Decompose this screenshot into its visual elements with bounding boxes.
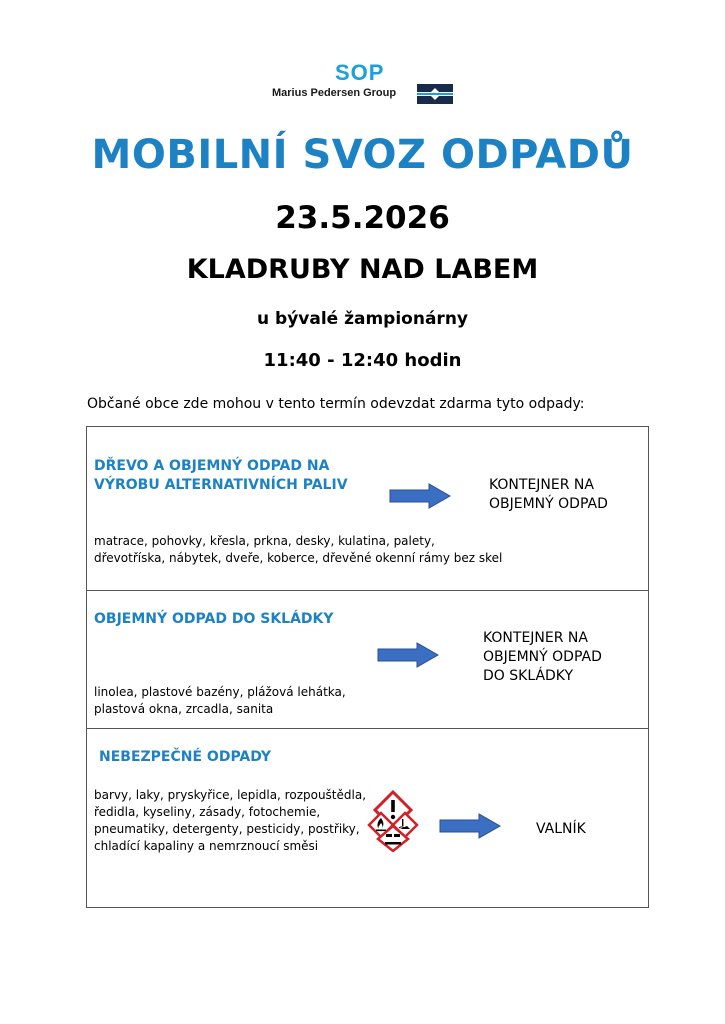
section-title: DŘEVO A OBJEMNÝ ODPAD NA VÝROBU ALTERNATIVNÍCH PALIV: [94, 458, 348, 493]
waste-section-wood: [86, 426, 649, 591]
section-destination: VALNÍK: [536, 821, 586, 837]
right-arrow-icon: [439, 813, 501, 839]
section-items: matrace, pohovky, křesla, prkna, desky, kulatina, palety, dřevotříska, nábytek, dveře, koberce, dřevěné okenní rámy bez skel: [94, 534, 503, 565]
collection-location: u bývalé žampionárny: [257, 309, 468, 329]
section-title: OBJEMNÝ ODPAD DO SKLÁDKY: [94, 611, 334, 627]
logo-brand: SOP: [335, 60, 385, 85]
section-items: linolea, plastové bazény, plážová lehátka, plastová okna, zrcadla, sanita: [94, 685, 346, 716]
section-destination: KONTEJNER NA OBJEMNÝ ODPAD DO SKLÁDKY: [483, 630, 602, 684]
waste-section-landfill: [86, 589, 649, 729]
right-arrow-icon: [377, 642, 439, 668]
intro-text: Občané obce zde mohou v tento termín odevzdat zdarma tyto odpady:: [87, 396, 585, 412]
collection-time: 11:40 - 12:40 hodin: [263, 350, 462, 371]
ghs-hazard-pictograms-icon: [367, 790, 419, 852]
section-destination: KONTEJNER NA OBJEMNÝ ODPAD: [489, 477, 608, 512]
collection-place: KLADRUBY NAD LABEM: [186, 254, 539, 285]
collection-date: 23.5.2026: [275, 200, 450, 236]
waste-section-hazardous: [86, 728, 649, 908]
section-items: barvy, laky, pryskyřice, lepidla, rozpouštědla, ředidla, kyseliny, zásady, fotochemie, pneumatiky, detergenty, pesticidy, postřiky, chladící kapaliny a nemrznoucí směsi: [94, 788, 367, 853]
section-title: NEBEZPEČNÉ ODPADY: [99, 749, 271, 765]
logo-group-name: Marius Pedersen Group: [272, 87, 397, 99]
right-arrow-icon: [389, 483, 451, 509]
page-title: MOBILNÍ SVOZ ODPADŮ: [91, 132, 634, 178]
logo-flag-icon: [417, 84, 453, 104]
